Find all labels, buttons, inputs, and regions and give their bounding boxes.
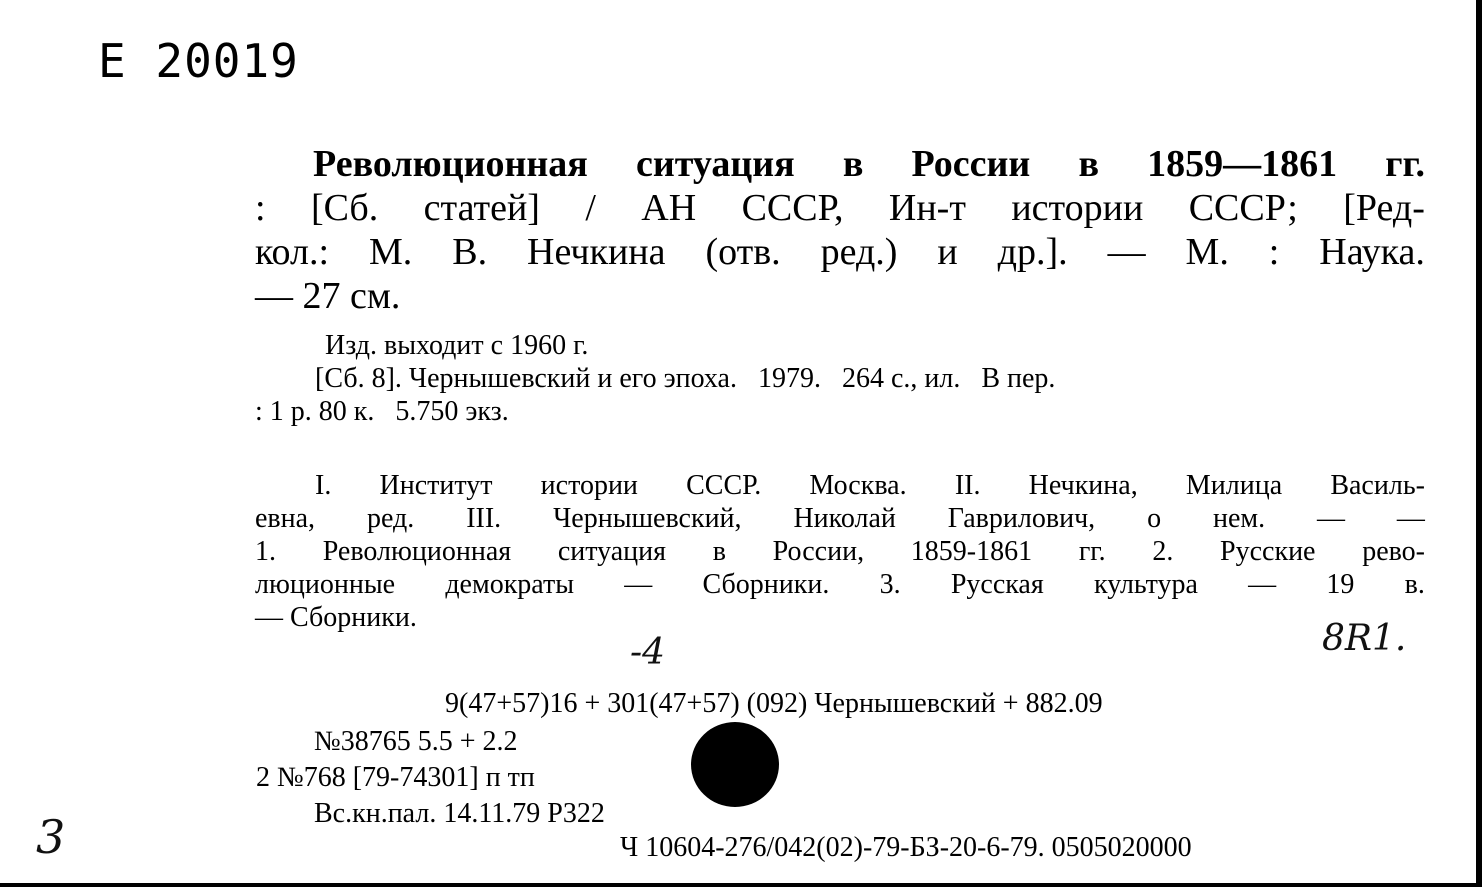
subject-line-4: люционные демократы — Сборники. 3. Русская культура — 19 в.	[255, 569, 1425, 600]
card-code: Е 20019	[98, 34, 299, 88]
heading-line-3: — 27 см.	[255, 275, 401, 317]
subject-line-5: — Сборники.	[255, 602, 417, 633]
ink-blot	[691, 722, 779, 807]
handwritten-mark-center: -4	[630, 632, 666, 673]
number-line-2: 2 №768 [79-74301] п тп	[256, 762, 535, 793]
classification-line: 9(47+57)16 + 301(47+57) (092) Чернышевский + 882.09	[445, 688, 1103, 719]
note-line-2: [Сб. 8]. Чернышевский и его эпоха. 1979. 264 с., ил. В пер.	[315, 363, 1056, 394]
handwritten-mark-corner: 3	[36, 810, 66, 864]
heading-line-1: : [Сб. статей] / АН СССР, Ин-т истории СССР; [Ред-	[255, 187, 1425, 229]
title-line: Революционная ситуация в России в 1859—1861 гг.	[313, 143, 1425, 185]
subject-line-1: I. Институт истории СССР. Москва. II. Нечкина, Милица Василь-	[315, 470, 1425, 501]
heading-line-2: кол.: М. В. Нечкина (отв. ред.) и др.]. — М. : Наука.	[255, 231, 1425, 273]
notes	[255, 330, 1425, 429]
subject-tracings	[255, 470, 1425, 635]
subject-line-2: евна, ред. III. Чернышевский, Николай Гаврилович, о нем. — —	[255, 503, 1425, 534]
handwritten-mark-right: 8R1.	[1322, 618, 1407, 659]
note-line-1: Изд. выходит с 1960 г.	[325, 330, 589, 361]
subject-line-3: 1. Революционная ситуация в России, 1859-1861 гг. 2. Русские рево-	[255, 536, 1425, 567]
number-line-1: №38765 5.5 + 2.2	[314, 726, 518, 757]
number-line-3: Вс.кн.пал. 14.11.79 Р322	[314, 798, 605, 829]
note-line-3: : 1 р. 80 к. 5.750 экз.	[255, 396, 509, 427]
bibliographic-heading	[255, 142, 1425, 318]
index-line: Ч 10604-276/042(02)-79-БЗ-20-6-79. 0505020000	[620, 832, 1192, 863]
